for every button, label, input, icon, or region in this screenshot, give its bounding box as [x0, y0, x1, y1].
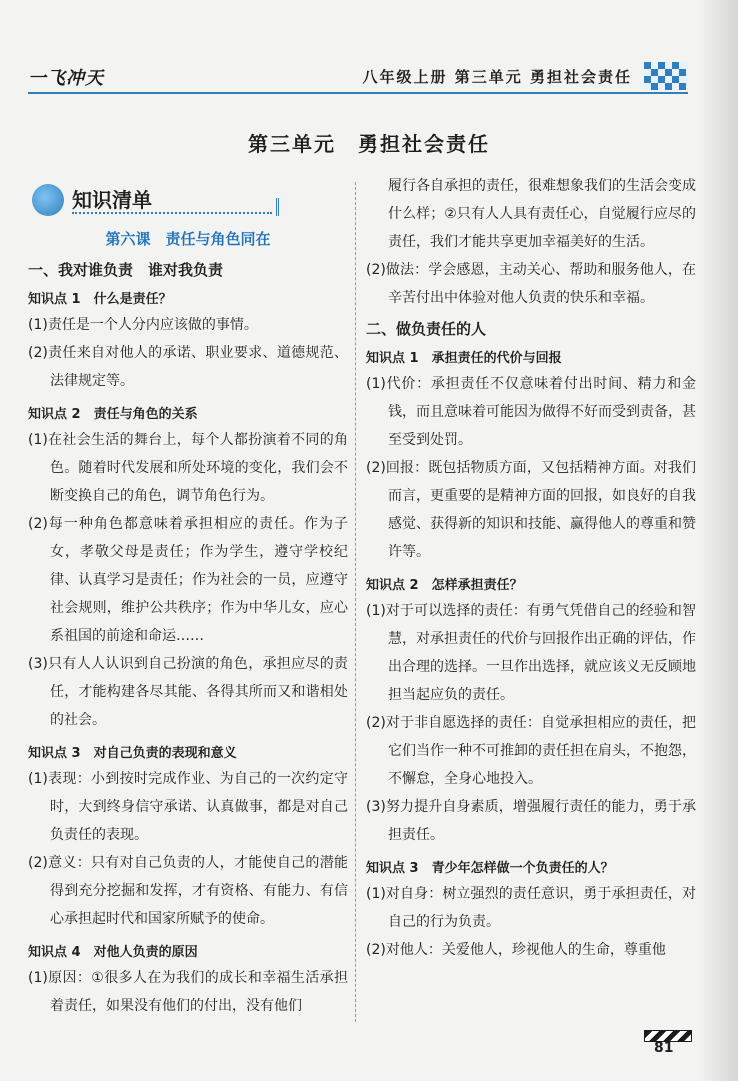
right-column [366, 172, 696, 964]
column-divider [355, 182, 356, 1022]
left-column [28, 180, 348, 1020]
knowledge-point-heading: 知识点 1 承担责任的代价与回报 [366, 351, 562, 366]
list-item: (2)对他人：关爱他人，珍视他人的生命，尊重他 [366, 942, 666, 958]
banner-endmark [276, 198, 279, 216]
knowledge-banner [28, 180, 348, 220]
knowledge-point-heading: 知识点 3 青少年怎样做一个负责任的人？ [366, 861, 614, 876]
lesson-title: 第六课 责任与角色同在 [105, 230, 271, 248]
list-item: (2)责任来自对他人的承诺、职业要求、道德规范、法律规定等。 [28, 345, 348, 389]
checker-pattern-icon [644, 62, 688, 90]
list-item: (1)在社会生活的舞台上，每个人都扮演着不同的角色。随着时代发展和所处环境的变化，我们会不断变换自己的角色，调节角色行为。 [28, 432, 348, 504]
list-item: (1)对自身：树立强烈的责任意识，勇于承担责任，对自己的行为负责。 [366, 886, 696, 930]
knowledge-point-heading: 知识点 1 什么是责任？ [28, 292, 172, 307]
knowledge-point-heading: 知识点 2 怎样承担责任？ [366, 578, 523, 593]
list-item: (1)责任是一个人分内应该做的事情。 [28, 317, 258, 333]
section-heading: 二、做负责任的人 [366, 320, 487, 338]
page-number: 81 [654, 1040, 674, 1056]
list-item: (1)原因：①很多人在为我们的成长和幸福生活承担着责任，如果没有他们的付出，没有他们 [28, 970, 348, 1014]
list-item: (2)回报：既包括物质方面，又包括精神方面。对我们而言，更重要的是精神方面的回报，如良好的自我感觉、获得新的知识和技能、赢得他人的尊重和赞许等。 [366, 460, 696, 560]
page-edge-shadow [698, 0, 738, 1081]
list-item: (3)只有人人认识到自己扮演的角色，承担应尽的责任，才能构建各尽其能、各得其所而又和谐相处的社会。 [28, 656, 348, 728]
list-item: (2)做法：学会感恩，主动关心、帮助和服务他人，在辛苦付出中体验对他人负责的快乐和幸福。 [366, 262, 696, 306]
list-item: (1)对于可以选择的责任：有勇气凭借自己的经验和智慧，对承担责任的代价与回报作出正确的评估，作出合理的选择。一旦作出选择，就应该义无反顾地担当起应负的责任。 [366, 603, 696, 703]
running-header [28, 62, 688, 98]
list-item: (1)表现：小到按时完成作业、为自己的一次约定守时，大到终身信守承诺、认真做事，都是对自己负责任的表现。 [28, 771, 348, 843]
list-item: (2)意义：只有对自己负责的人，才能使自己的潜能得到充分挖掘和发挥，才有资格、有能力、有信心承担起时代和国家所赋予的使命。 [28, 855, 348, 927]
brand-logo: 一飞冲天 [28, 68, 104, 89]
list-item: (2)对于非自愿选择的责任：自觉承担相应的责任，把它们当作一种不可推卸的责任担在肩头，不抱怨，不懈怠，全身心地投入。 [366, 715, 696, 787]
knowledge-badge-icon [32, 184, 64, 216]
knowledge-point-heading: 知识点 2 责任与角色的关系 [28, 407, 198, 422]
banner-underline [72, 212, 272, 214]
unit-title: 第三单元 勇担社会责任 [248, 132, 490, 156]
list-item: (3)努力提升自身素质，增强履行责任的能力，勇于承担责任。 [366, 799, 696, 843]
header-subtitle: 八年级上册 第三单元 勇担社会责任 [362, 68, 632, 86]
knowledge-point-heading: 知识点 3 对自己负责的表现和意义 [28, 746, 237, 761]
list-item: (1)代价：承担责任不仅意味着付出时间、精力和金钱，而且意味着可能因为做得不好而受到责备，甚至受到处罚。 [366, 376, 696, 448]
knowledge-point-heading: 知识点 4 对他人负责的原因 [28, 945, 198, 960]
continued-paragraph: 履行各自承担的责任，很难想象我们的生活会变成什么样；②只有人人具有责任心，自觉履行应尽的责任，我们才能共享更加幸福美好的生活。 [388, 178, 696, 250]
knowledge-banner-title: 知识清单 [72, 188, 152, 212]
page-number-badge [644, 1030, 694, 1058]
section-heading: 一、我对谁负责 谁对我负责 [28, 261, 224, 279]
list-item: (2)每一种角色都意味着承担相应的责任。作为子女，孝敬父母是责任；作为学生，遵守学校纪律、认真学习是责任；作为社会的一员，应遵守社会规则，维护公共秩序；作为中华儿女，应心系祖国的前途和命运…… [28, 516, 348, 644]
header-rule [28, 92, 688, 94]
